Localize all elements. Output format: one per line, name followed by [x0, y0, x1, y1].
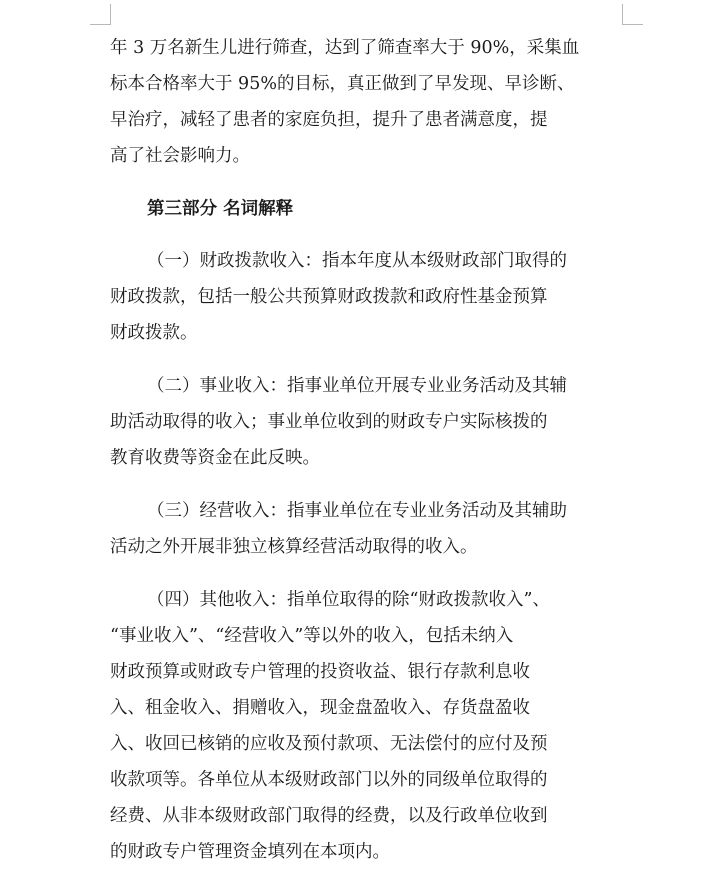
- text-line: 经费、从非本级财政部门取得的经费，以及行政单位收到: [110, 806, 548, 826]
- text-line: 收款项等。各单位从本级财政部门以外的同级单位取得的: [110, 770, 548, 790]
- definition-paragraph-3: [110, 493, 624, 565]
- text-line: （四）其他收入：指单位取得的除“财政拨款收入”、: [147, 590, 550, 610]
- text-line: 活动之外开展非独立核算经营活动取得的收入。: [110, 537, 478, 557]
- text-line: 财政拨款，包括一般公共预算财政拨款和政府性基金预算: [110, 287, 548, 307]
- text-line: 标本合格率大于 95%的目标，真正做到了早发现、早诊断、: [110, 74, 575, 94]
- section-heading: 第三部分 名词解释: [147, 199, 294, 219]
- definition-paragraph-1: [110, 243, 624, 351]
- intro-paragraph: [110, 30, 624, 174]
- text-line: 高了社会影响力。: [110, 146, 250, 166]
- text-line: 入、租金收入、捐赠收入，现金盘盈收入、存货盘盈收: [110, 698, 530, 718]
- crop-mark-top-right: [622, 4, 643, 25]
- text-line: 助活动取得的收入；事业单位收到的财政专户实际核拨的: [110, 412, 548, 432]
- definition-paragraph-4: [110, 582, 624, 870]
- text-line: 入、收回已核销的应收及预付款项、无法偿付的应付及预: [110, 734, 548, 754]
- text-line: 财政拨款。: [110, 323, 198, 343]
- crop-mark-top-left: [90, 4, 111, 25]
- text-line: （一）财政拨款收入：指本年度从本级财政部门取得的: [147, 251, 567, 271]
- text-line: （三）经营收入：指事业单位在专业业务活动及其辅助: [147, 501, 567, 521]
- text-line: 的财政专户管理资金填列在本项内。: [110, 842, 390, 862]
- text-line: 财政预算或财政专户管理的投资收益、银行存款利息收: [110, 662, 530, 682]
- document-body: [110, 30, 624, 887]
- definition-paragraph-2: [110, 368, 624, 476]
- text-line: 教育收费等资金在此反映。: [110, 448, 320, 468]
- text-line: “事业收入”、“经营收入”等以外的收入，包括未纳入: [110, 626, 514, 646]
- text-line: 早治疗，减轻了患者的家庭负担，提升了患者满意度，提: [110, 110, 548, 130]
- text-line: 年 3 万名新生儿进行筛查，达到了筛查率大于 90%，采集血: [110, 38, 580, 58]
- text-line: （二）事业收入：指事业单位开展专业业务活动及其辅: [147, 376, 567, 396]
